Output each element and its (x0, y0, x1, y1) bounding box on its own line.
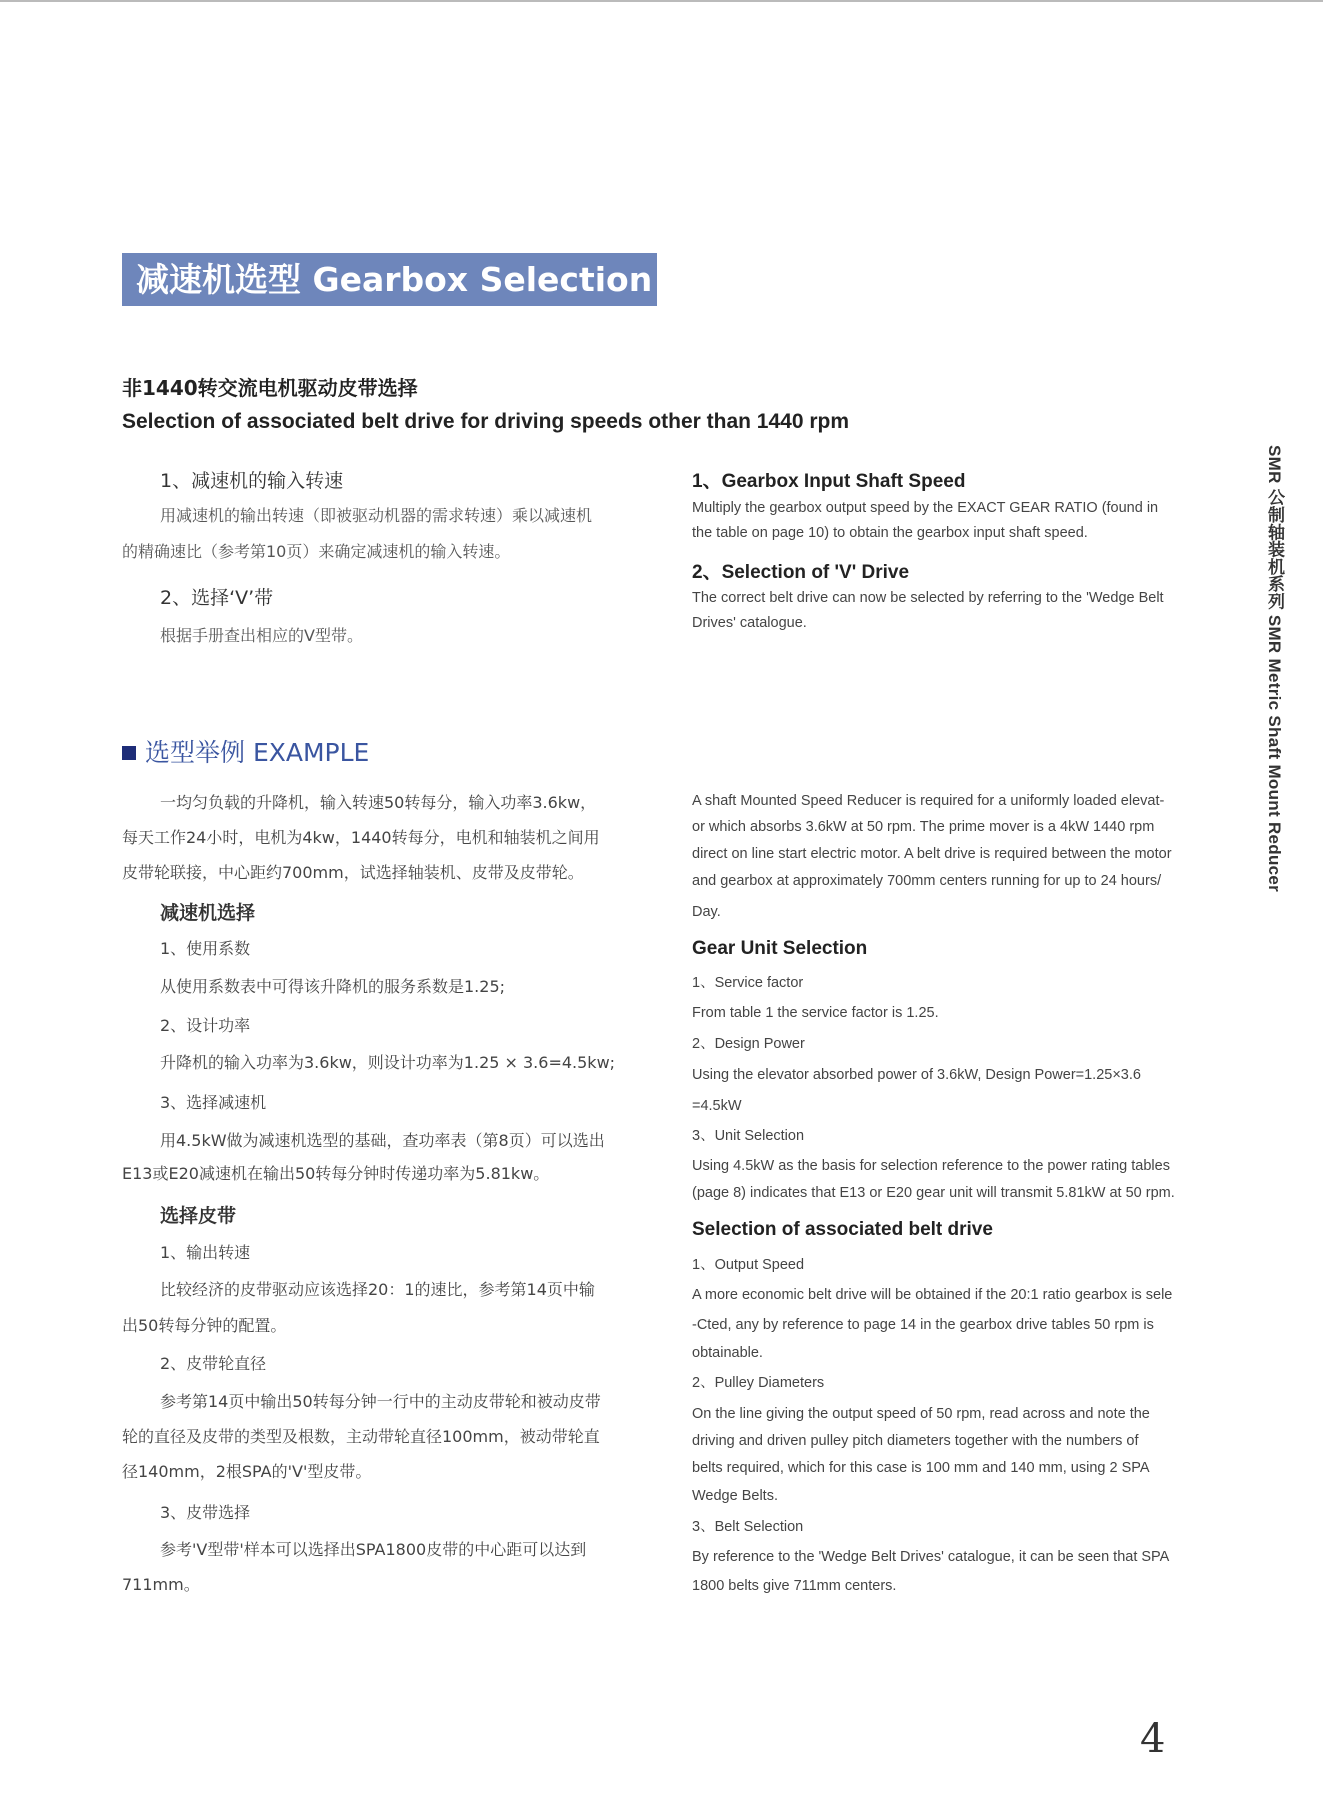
example-en-b1-para-2: -Cted, any by reference to page 14 in the gearbox drive tables 50 rpm is (692, 1317, 1154, 1333)
subtitle-cn: 非1440转交流电机驱动皮带选择 (122, 376, 418, 400)
example-en-b1-para-1: A more economic belt drive will be obtained if the 20:1 ratio gearbox is sele (692, 1287, 1173, 1303)
example-cn-s3-para-2: E13或E20减速机在输出50转每分钟时传递功率为5.81kw。 (122, 1164, 550, 1183)
example-en-s1: 1、Service factor (692, 975, 804, 991)
example-en-b1: 1、Output Speed (692, 1257, 805, 1273)
example-cn-gear-heading: 减速机选择 (160, 902, 256, 924)
example-cn-b2-para-3: 径140mm，2根SPA的'V'型皮带。 (122, 1462, 372, 1481)
example-en-s3-para-1: Using 4.5kW as the basis for selection reference to the power rating tables (692, 1158, 1170, 1174)
example-en-s3-para-2: (page 8) indicates that E13 or E20 gear unit will transmit 5.81kW at 50 rpm. (692, 1185, 1175, 1201)
example-en-gear-heading: Gear Unit Selection (692, 938, 868, 959)
example-cn-s2-para: 升降机的输入功率为3.6kw，则设计功率为1.25 × 3.6=4.5kw; (160, 1053, 616, 1072)
example-cn-b2-para-1: 参考第14页中输出50转每分钟一行中的主动皮带轮和被动皮带 (160, 1392, 601, 1411)
square-bullet-icon (122, 746, 136, 760)
example-cn-s3: 3、选择减速机 (160, 1093, 267, 1112)
example-en-b2-para-1: On the line giving the output speed of 50 rpm, read across and note the (692, 1406, 1150, 1422)
intro-en-heading-1: 1、Gearbox Input Shaft Speed (692, 471, 966, 492)
example-heading: 选型举例 EXAMPLE (122, 733, 369, 769)
example-en-b3-para-2: 1800 belts give 711mm centers. (692, 1578, 897, 1594)
example-cn-b3-para-1: 参考'V型带'样本可以选择出SPA1800皮带的中心距可以达到 (160, 1540, 587, 1559)
example-en-intro-3: direct on line start electric motor. A belt drive is required between the motor (692, 846, 1172, 862)
example-en-s1-para: From table 1 the service factor is 1.25. (692, 1005, 939, 1021)
example-en-b2-para-2: driving and driven pulley pitch diameters together with the numbers of (692, 1433, 1139, 1449)
example-cn-b2-para-2: 轮的直径及皮带的类型及根数，主动带轮直径100mm，被动带轮直 (122, 1427, 600, 1446)
intro-en-heading-2: 2、Selection of 'V' Drive (692, 562, 910, 583)
example-en-intro-5: Day. (692, 904, 721, 920)
example-cn-s3-para-1: 用4.5kW做为减速机选型的基础，查功率表（第8页）可以选出 (160, 1131, 605, 1150)
example-en-intro-4: and gearbox at approximately 700mm centers running for up to 24 hours/ (692, 873, 1162, 889)
page-title: 减速机选型 Gearbox Selection (122, 253, 657, 306)
intro-en-para-2a: The correct belt drive can now be selected by referring to the 'Wedge Belt (692, 590, 1164, 606)
example-en-s3: 3、Unit Selection (692, 1128, 805, 1144)
intro-cn-heading-2: 2、选择‘V’带 (160, 587, 274, 609)
intro-cn-heading-1: 1、减速机的输入转速 (160, 470, 344, 492)
example-cn-s2: 2、设计功率 (160, 1016, 251, 1035)
example-cn-b3: 3、皮带选择 (160, 1503, 251, 1522)
intro-cn-para-2: 根据手册查出相应的V型带。 (160, 626, 363, 645)
intro-cn-para-1b: 的精确速比（参考第10页）来确定减速机的输入转速。 (122, 542, 511, 561)
example-en-b2-para-4: Wedge Belts. (692, 1488, 778, 1504)
example-en-s2: 2、Design Power (692, 1036, 805, 1052)
example-en-b3: 3、Belt Selection (692, 1519, 804, 1535)
example-en-b1-para-3: obtainable. (692, 1345, 763, 1361)
example-cn-b1-para-2: 出50转每分钟的配置。 (122, 1316, 287, 1335)
example-cn-b1-para-1: 比较经济的皮带驱动应该选择20：1的速比，参考第14页中输 (160, 1280, 595, 1299)
intro-cn-para-1a: 用减速机的输出转速（即被驱动机器的需求转速）乘以减速机 (160, 506, 593, 525)
example-en-b3-para-1: By reference to the 'Wedge Belt Drives' catalogue, it can be seen that SPA (692, 1549, 1170, 1565)
example-cn-b1: 1、输出转速 (160, 1243, 251, 1262)
example-en-intro-2: or which absorbs 3.6kW at 50 rpm. The prime mover is a 4kW 1440 rpm (692, 819, 1155, 835)
example-cn-belt-heading: 选择皮带 (160, 1205, 237, 1227)
example-en-s2-para-2: =4.5kW (692, 1098, 742, 1114)
side-series-label: SMR 公制轴装机系列 SMR Metric Shaft Mount Reducer (1265, 445, 1284, 893)
page-number: 4 (1140, 1716, 1166, 1762)
example-en-intro-1: A shaft Mounted Speed Reducer is required for a uniformly loaded elevat- (692, 793, 1165, 809)
example-en-belt-heading: Selection of associated belt drive (692, 1219, 993, 1240)
intro-en-para-1b: the table on page 10) to obtain the gearbox input shaft speed. (692, 525, 1088, 541)
example-en-b2: 2、Pulley Diameters (692, 1375, 825, 1391)
top-border (0, 0, 1323, 2)
example-cn-s1: 1、使用系数 (160, 939, 251, 958)
example-cn-intro-2: 每天工作24小时，电机为4kw，1440转每分，电机和轴装机之间用 (122, 828, 600, 847)
example-cn-intro-3: 皮带轮联接，中心距约700mm，试选择轴装机、皮带及皮带轮。 (122, 863, 584, 882)
subtitle-en: Selection of associated belt drive for driving speeds other than 1440 rpm (122, 410, 850, 433)
intro-en-para-1a: Multiply the gearbox output speed by the EXACT GEAR RATIO (found in (692, 500, 1159, 516)
example-cn-intro-1: 一均匀负载的升降机，输入转速50转每分，输入功率3.6kw， (160, 793, 597, 812)
intro-en-para-2b: Drives' catalogue. (692, 615, 807, 631)
example-en-b2-para-3: belts required, which for this case is 100 mm and 140 mm, using 2 SPA (692, 1460, 1150, 1476)
example-cn-b3-para-2: 711mm。 (122, 1575, 200, 1594)
example-cn-b2: 2、皮带轮直径 (160, 1354, 267, 1373)
example-en-s2-para-1: Using the elevator absorbed power of 3.6kW, Design Power=1.25×3.6 (692, 1067, 1141, 1083)
example-cn-s1-para: 从使用系数表中可得该升降机的服务系数是1.25; (160, 977, 506, 996)
